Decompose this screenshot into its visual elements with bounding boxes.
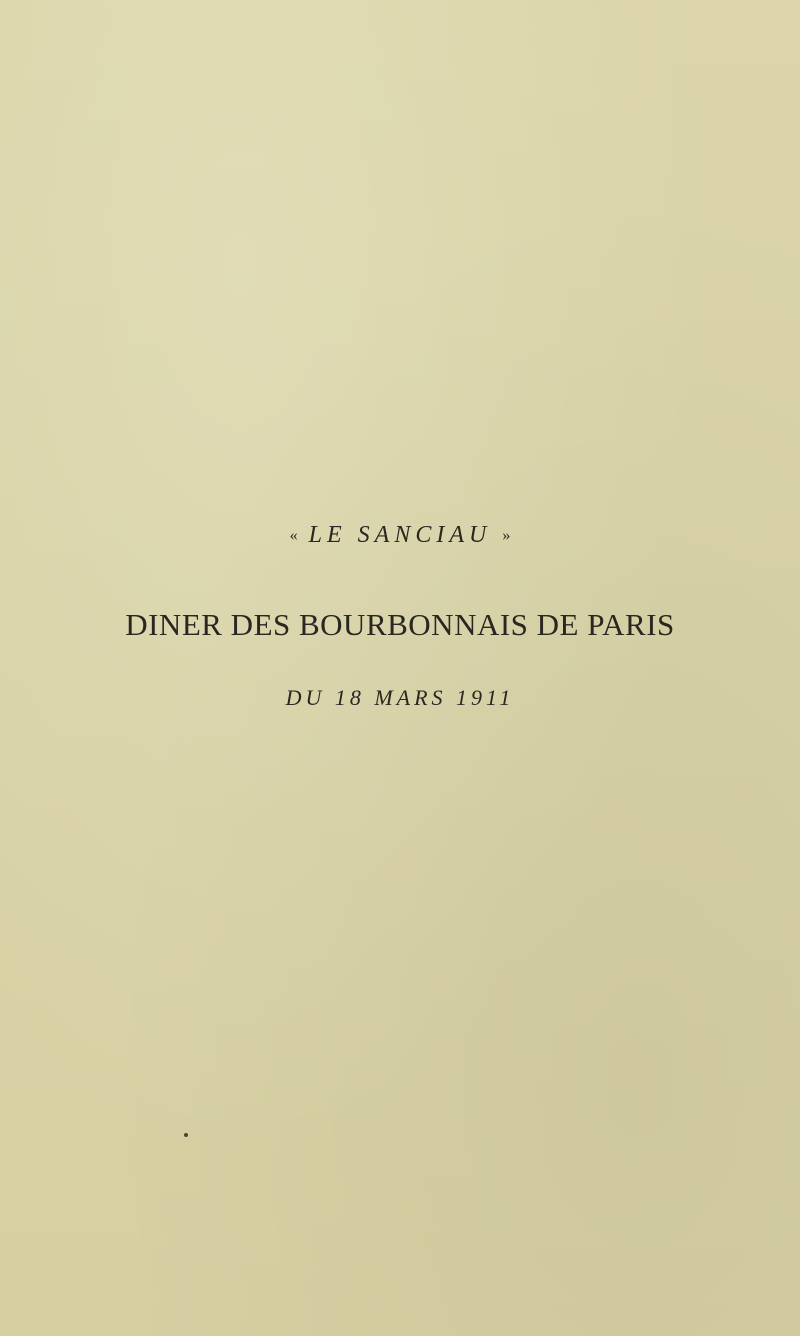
- open-quote: «: [289, 527, 298, 544]
- document-subtitle: [0, 522, 800, 549]
- document-title: DINER DES BOURBONNAIS DE PARIS: [125, 607, 675, 642]
- subtitle-text: LE SANCIAU: [308, 522, 492, 548]
- document-date: DU 18 MARS 1911: [285, 685, 515, 710]
- close-quote: »: [502, 527, 511, 544]
- ink-speck: [184, 1133, 188, 1137]
